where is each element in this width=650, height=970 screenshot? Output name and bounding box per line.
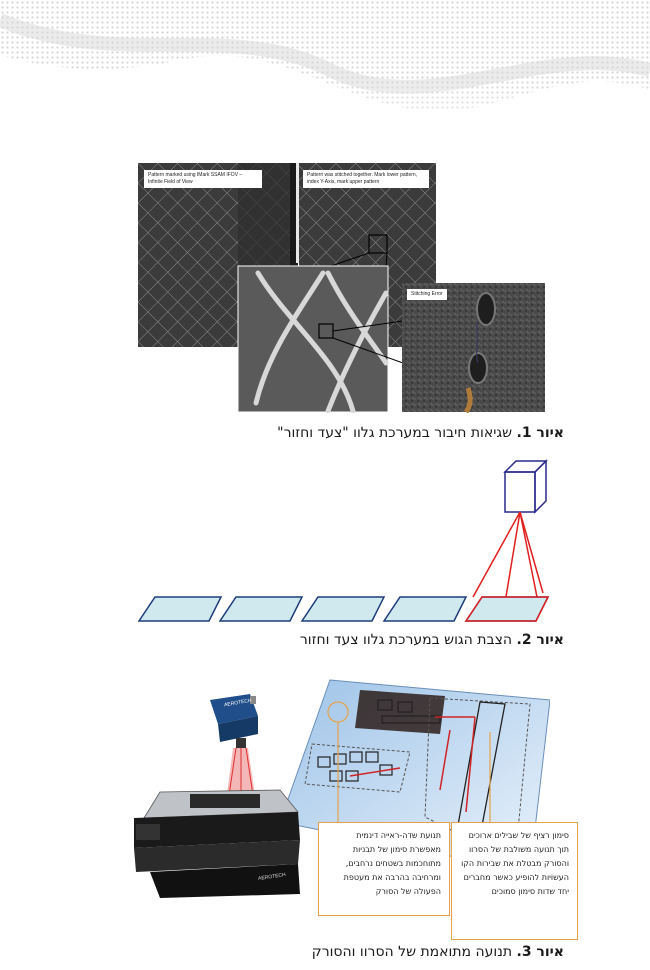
field-tile-3	[302, 597, 384, 621]
figure-1-caption	[277, 425, 564, 441]
field-tile-4	[384, 597, 466, 621]
panel-right-label: Pattern was stitched together. Mark lower pattern, index Y-Axis, mark upper pattern	[303, 170, 429, 188]
figure-2-caption-prefix: איור 2.	[516, 632, 564, 648]
callout-continuous-marking: סימון רציף של שבילים ארוכים תוך תנועה משולבת של הסרוו והסורק מבטלת את שבירות הקו העשויות להופיע כאשר מחברים יחד שדות סימון סמוכים	[451, 822, 578, 940]
figure-1-caption-prefix: איור 1.	[516, 425, 564, 441]
figure-3-caption-prefix: איור 3.	[516, 944, 564, 960]
figure-1-photo	[138, 163, 546, 413]
stage-brand-label: AEROTECH	[257, 872, 287, 882]
field-tile-5	[466, 597, 548, 621]
figure-3-caption-text: תנועה מתואמת של הסרוו והסורק	[311, 944, 513, 960]
figure-3-caption	[312, 944, 564, 960]
zoom-label: Stitching Error	[407, 289, 447, 300]
figure-1-caption-text: שגיאות חיבור במערכת גלוו "צעד וחזור"	[277, 425, 513, 441]
header-wave-background	[0, 0, 650, 170]
scanner-brand-label: AEROTECH	[223, 697, 253, 709]
scan-head-cube-icon	[505, 461, 546, 512]
figure-1	[138, 163, 546, 413]
field-tile-1	[139, 597, 221, 621]
field-tile-2	[220, 597, 302, 621]
field-tiles	[139, 597, 548, 621]
figure-2-caption-text: הצבת הגוש במערכת גלוו צעד וחזור	[299, 632, 513, 648]
callout-dynamic-fov: תנועת שדה-ראייה דינמית מאפשרת סימון של תבניות מתוחכמות בשטחים נרחבים, ומרחיבה בהרבה את מעטפת הפעולה של הסורק	[318, 822, 450, 916]
panel-left-label: Pattern marked using IMark SSAM IFOV – Infinite Field of View	[144, 170, 262, 188]
figure-2-caption	[300, 632, 564, 648]
figure-2-diagram	[125, 455, 555, 630]
motion-stage	[134, 790, 300, 898]
